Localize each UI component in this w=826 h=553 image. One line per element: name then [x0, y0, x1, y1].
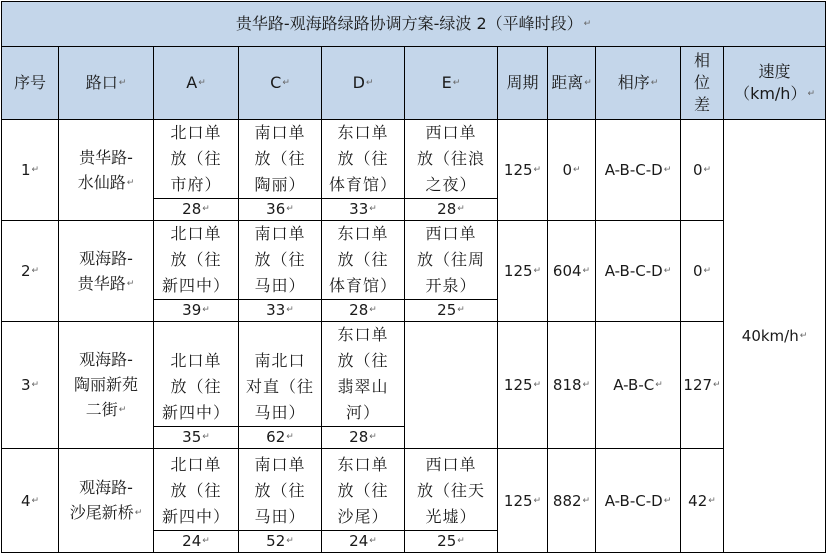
cell-phase-e — [405, 221, 498, 322]
header-phase-d-label: D — [352, 72, 365, 92]
cell-offset-text: 42 — [688, 491, 708, 510]
cell-phase-order-text: A-B-C-D — [604, 161, 663, 179]
phase-green-time — [322, 530, 404, 552]
cell-phase-e — [405, 322, 498, 449]
cell-offset — [681, 120, 724, 221]
header-phase-c-label: C — [270, 72, 282, 92]
paragraph-mark-icon: ↵ — [118, 405, 127, 415]
cell-seq-text: 4 — [20, 491, 31, 510]
header-cycle-label: 周期 — [506, 73, 539, 92]
paragraph-mark-icon: ↵ — [198, 78, 206, 89]
phase-direction-text: 北口单 放（往 新四中） — [161, 351, 230, 422]
header-phase-order-label: 相序 — [617, 72, 650, 92]
cell-cycle-text: 125 — [503, 376, 533, 394]
paragraph-mark-icon: ↵ — [126, 278, 135, 289]
paragraph-mark-icon: ↵ — [365, 78, 374, 89]
cell-seq-text: 2 — [20, 262, 31, 280]
phase-direction-text: 南口单 放（往 马田） — [254, 224, 306, 295]
cell-phase-d — [322, 322, 405, 449]
cell-intersection-text: 观海路- 沙尾新桥 — [69, 478, 134, 522]
paragraph-mark-icon: ↵ — [708, 495, 716, 506]
cell-seq — [2, 120, 59, 221]
phase-green-time — [154, 299, 238, 321]
cell-intersection-text: 观海路- 贵华路 — [77, 248, 133, 293]
header-phase-e-label: E — [441, 72, 452, 92]
paragraph-mark-icon: ↵ — [286, 204, 294, 214]
paragraph-mark-icon: ↵ — [655, 380, 663, 390]
cell-intersection — [59, 120, 154, 221]
phase-direction-text: 南口单 放（往 马田） — [254, 455, 306, 526]
cell-phase-order-text: A-B-C-D — [604, 491, 663, 510]
table-row — [2, 221, 826, 322]
cell-offset — [681, 221, 724, 322]
paragraph-mark-icon: ↵ — [457, 204, 465, 214]
paragraph-mark-icon: ↵ — [457, 536, 465, 546]
header-distance-label: 距离 — [551, 72, 584, 92]
cell-speed-text: 40km/h — [741, 327, 799, 345]
table-title-text: 贵华路-观海路绿路协调方案-绿波 2（平峰时段） — [235, 14, 583, 33]
phase-green-time-value: 33 — [266, 301, 286, 319]
phase-direction-text: 南口单 放（往 陶丽） — [254, 123, 306, 194]
table-body — [2, 120, 826, 553]
header-phase-e — [405, 47, 498, 120]
cell-phase-order — [596, 449, 681, 553]
cell-offset-text: 0 — [692, 262, 703, 280]
paragraph-mark-icon: ↵ — [31, 266, 40, 276]
phase-green-time-value: 25 — [437, 532, 457, 550]
green-wave-table — [1, 1, 826, 553]
phase-direction-text: 东口单 放（往 体育馆） — [328, 123, 397, 194]
header-cycle — [498, 47, 548, 120]
cell-seq — [2, 449, 59, 553]
phase-direction-text: 西口单 放（往周 开泉） — [416, 224, 485, 295]
cell-offset-text: 0 — [692, 161, 703, 179]
header-speed — [724, 47, 826, 120]
paragraph-mark-icon: ↵ — [533, 380, 542, 390]
phase-green-time — [239, 299, 321, 321]
paragraph-mark-icon: ↵ — [582, 266, 591, 276]
header-phase-c — [239, 47, 322, 120]
header-intersection — [59, 47, 154, 120]
phase-green-time-value: 24 — [182, 532, 202, 550]
cell-cycle — [498, 449, 548, 553]
cell-phase-a — [154, 120, 239, 221]
phase-direction-text: 西口单 放（往天 光墟） — [416, 455, 485, 526]
paragraph-mark-icon: ↵ — [369, 536, 377, 546]
cell-phase-d — [322, 449, 405, 553]
cell-offset-text: 127 — [683, 376, 713, 394]
table-row — [2, 120, 826, 221]
paragraph-mark-icon: ↵ — [31, 165, 40, 175]
header-speed-line2: （km/h） — [734, 83, 807, 103]
header-offset — [681, 47, 724, 120]
phase-direction-text: 东口单 放（往 翡翠山 河） — [337, 325, 389, 422]
paragraph-mark-icon: ↵ — [533, 165, 542, 175]
cell-offset — [681, 322, 724, 449]
phase-green-time — [239, 198, 321, 220]
paragraph-mark-icon: ↵ — [286, 432, 294, 442]
cell-intersection — [59, 322, 154, 449]
paragraph-mark-icon: ↵ — [583, 19, 592, 29]
paragraph-mark-icon: ↵ — [582, 495, 591, 506]
phase-green-time — [405, 198, 497, 220]
phase-green-time-value: 24 — [349, 532, 369, 550]
paragraph-mark-icon: ↵ — [807, 89, 815, 100]
cell-seq-text: 1 — [20, 161, 31, 179]
table-title — [2, 2, 826, 47]
cell-distance-text: 604 — [552, 262, 582, 280]
paragraph-mark-icon: ↵ — [663, 266, 672, 276]
phase-green-time-value: 25 — [437, 301, 457, 319]
phase-green-time-value: 28 — [437, 200, 457, 218]
phase-direction-text: 北口单 放（往 市府） — [170, 123, 222, 194]
paragraph-mark-icon: ↵ — [31, 495, 40, 506]
cell-phase-e — [405, 449, 498, 553]
cell-offset — [681, 449, 724, 553]
paragraph-mark-icon: ↵ — [457, 305, 465, 315]
cell-phase-c — [239, 120, 322, 221]
header-seq — [2, 47, 59, 120]
cell-intersection-text: 贵华路- 水仙路 — [77, 147, 133, 192]
phase-direction-text: 东口单 放（往 体育馆） — [328, 224, 397, 295]
paragraph-mark-icon: ↵ — [369, 432, 377, 442]
cell-cycle-text: 125 — [503, 161, 533, 179]
table-row — [2, 449, 826, 553]
cell-phase-order — [596, 322, 681, 449]
phase-green-time-value: 36 — [266, 200, 286, 218]
phase-green-time-value: 62 — [266, 428, 286, 446]
paragraph-mark-icon: ↵ — [202, 536, 210, 546]
cell-phase-e — [405, 120, 498, 221]
header-speed-line2-wrap — [724, 83, 825, 106]
cell-phase-d — [322, 120, 405, 221]
paragraph-mark-icon: ↵ — [573, 165, 581, 175]
cell-distance — [548, 221, 596, 322]
cell-phase-a — [154, 221, 239, 322]
cell-phase-d — [322, 221, 405, 322]
header-intersection-label: 路口 — [85, 72, 118, 92]
phase-green-time-value: 28 — [349, 428, 369, 446]
paragraph-mark-icon: ↵ — [452, 78, 461, 89]
phase-direction-text: 北口单 放（往 新四中） — [161, 455, 230, 526]
table-row — [2, 322, 826, 449]
header-seq-label: 序号 — [13, 73, 46, 92]
phase-green-time-value: 39 — [182, 301, 202, 319]
phase-direction-text: 北口单 放（往 新四中） — [161, 224, 230, 295]
paragraph-mark-icon: ↵ — [584, 78, 592, 89]
cell-cycle — [498, 322, 548, 449]
cell-intersection — [59, 221, 154, 322]
header-phase-a-label: A — [186, 72, 198, 92]
cell-intersection-text: 观海路- 陶丽新苑 二街 — [73, 350, 138, 419]
cell-distance-text: 818 — [552, 376, 582, 394]
paragraph-mark-icon: ↵ — [31, 380, 40, 390]
cell-phase-order-text: A-B-C — [613, 376, 655, 394]
cell-distance — [548, 449, 596, 553]
cell-phase-order — [596, 221, 681, 322]
phase-green-time — [322, 426, 404, 448]
paragraph-mark-icon: ↵ — [369, 204, 377, 214]
paragraph-mark-icon: ↵ — [799, 331, 808, 341]
cell-seq — [2, 322, 59, 449]
paragraph-mark-icon: ↵ — [118, 78, 127, 89]
paragraph-mark-icon: ↵ — [202, 204, 210, 214]
cell-phase-order-text: A-B-C-D — [604, 262, 663, 280]
phase-green-time — [239, 426, 321, 448]
phase-green-time — [322, 198, 404, 220]
cell-distance-text: 882 — [552, 491, 582, 510]
cell-phase-a — [154, 449, 239, 553]
paragraph-mark-icon: ↵ — [286, 305, 294, 315]
phase-green-time-value: 28 — [182, 200, 202, 218]
paragraph-mark-icon: ↵ — [533, 266, 542, 276]
cell-speed — [724, 120, 826, 553]
cell-phase-c — [239, 221, 322, 322]
header-row — [2, 47, 826, 120]
header-distance — [548, 47, 596, 120]
phase-green-time — [405, 299, 497, 321]
paragraph-mark-icon: ↵ — [533, 495, 542, 506]
phase-green-time — [154, 198, 238, 220]
header-phase-d — [322, 47, 405, 120]
paragraph-mark-icon: ↵ — [663, 495, 672, 506]
cell-cycle-text: 125 — [503, 262, 533, 280]
cell-phase-c — [239, 449, 322, 553]
paragraph-mark-icon: ↵ — [282, 78, 290, 89]
cell-phase-a — [154, 322, 239, 449]
paragraph-mark-icon: ↵ — [650, 78, 659, 89]
cell-distance — [548, 322, 596, 449]
paragraph-mark-icon: ↵ — [369, 305, 377, 315]
header-offset-line3: 差 — [693, 95, 710, 114]
phase-green-time — [154, 530, 238, 552]
phase-direction-text: 东口单 放（往 沙尾） — [337, 455, 389, 526]
cell-cycle-text: 125 — [503, 491, 533, 510]
header-offset-line2: 位 — [693, 73, 710, 92]
signal-plan-document — [1, 1, 825, 550]
cell-cycle — [498, 120, 548, 221]
cell-cycle — [498, 221, 548, 322]
paragraph-mark-icon: ↵ — [703, 165, 712, 175]
paragraph-mark-icon: ↵ — [663, 165, 672, 175]
phase-green-time — [154, 426, 238, 448]
cell-distance-text: 0 — [562, 161, 572, 179]
cell-distance — [548, 120, 596, 221]
cell-intersection — [59, 449, 154, 553]
phase-green-time-value: 52 — [266, 532, 286, 550]
header-offset-line1: 相 — [693, 51, 710, 70]
paragraph-mark-icon: ↵ — [202, 305, 210, 315]
paragraph-mark-icon: ↵ — [286, 536, 294, 546]
phase-green-time-value: 28 — [349, 301, 369, 319]
phase-green-time — [405, 530, 497, 552]
cell-phase-c — [239, 322, 322, 449]
phase-green-time-value: 33 — [349, 200, 369, 218]
header-phase-order — [596, 47, 681, 120]
paragraph-mark-icon: ↵ — [582, 380, 591, 390]
phase-green-time-value: 35 — [182, 428, 202, 446]
header-speed-line1: 速度 — [758, 61, 791, 81]
header-phase-a — [154, 47, 239, 120]
phase-direction-text: 西口单 放（往浪 之夜） — [416, 123, 485, 194]
paragraph-mark-icon: ↵ — [126, 177, 135, 188]
paragraph-mark-icon: ↵ — [134, 508, 143, 518]
paragraph-mark-icon: ↵ — [713, 380, 721, 390]
cell-seq-text: 3 — [20, 376, 31, 394]
paragraph-mark-icon: ↵ — [703, 266, 712, 276]
cell-seq — [2, 221, 59, 322]
cell-phase-order — [596, 120, 681, 221]
phase-green-time — [322, 299, 404, 321]
phase-green-time — [239, 530, 321, 552]
paragraph-mark-icon: ↵ — [202, 432, 210, 442]
phase-direction-text: 南北口 对直（往 马田） — [245, 351, 314, 422]
